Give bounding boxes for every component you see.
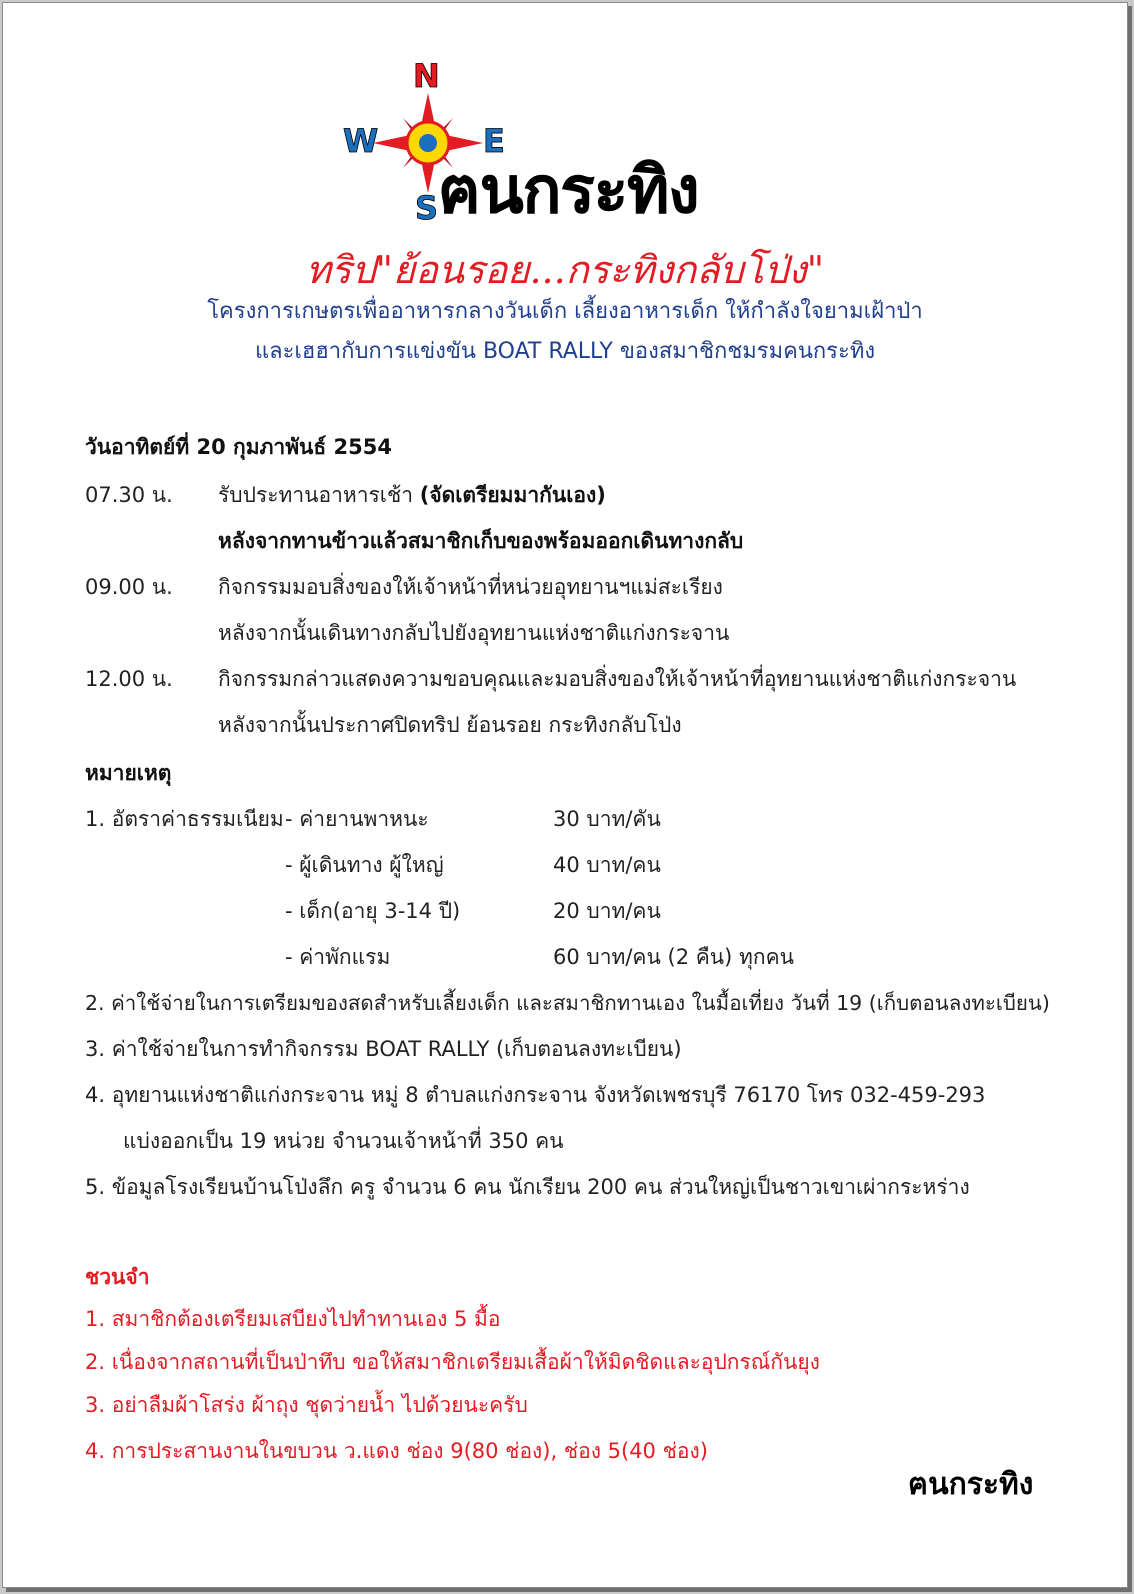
schedule-activity-detail: หลังจากนั้นเดินทางกลับไปยังอุทยานแห่งชาติแก่งกระจาน	[218, 621, 730, 645]
signature: ฅนกระทิง	[908, 1467, 1034, 1502]
schedule-date: วันอาทิตย์ที่ 20 กุมภาพันธ์ 2554	[85, 435, 392, 459]
fee-item: - ค่ายานพาหนะ	[285, 807, 429, 831]
fee-price: 30 บาท/คัน	[553, 807, 661, 831]
schedule-activity-note: (จัดเตรียมมากันเอง)	[419, 483, 606, 507]
reminders-heading: ชวนจำ	[85, 1265, 150, 1289]
note-item-5: 5. ข้อมูลโรงเรียนบ้านโป่งลึก ครู จำนวน 6 คน นักเรียน 200 คน ส่วนใหญ่เป็นชาวเขาเผ่ากระหร่าง	[85, 1175, 970, 1199]
fee-item: - เด็ก(อายุ 3-14 ปี)	[285, 899, 461, 923]
notes-heading: หมายเหตุ	[85, 761, 172, 785]
document-page	[2, 2, 1128, 1588]
compass-n-label: N	[413, 57, 440, 95]
note-item-4-detail: แบ่งออกเป็น 19 หน่วย จำนวนเจ้าหน้าที่ 350 คน	[123, 1129, 564, 1153]
fee-item: - ค่าพักแรม	[285, 945, 391, 969]
schedule-activity-detail: หลังจากทานข้าวแล้วสมาชิกเก็บของพร้อมออกเดินทางกลับ	[218, 529, 744, 553]
schedule-activity-detail: หลังจากนั้นประกาศปิดทริป ย้อนรอย กระทิงกลับโป่ง	[218, 713, 682, 737]
compass-e-label: E	[483, 122, 505, 160]
schedule-time: 09.00 น.	[85, 575, 173, 599]
schedule-activity: กิจกรรมมอบสิ่งของให้เจ้าหน้าที่หน่วยอุทยานฯแม่สะเรียง	[218, 575, 723, 599]
schedule-activity: กิจกรรมกล่าวแสดงความขอบคุณและมอบสิ่งของให้เจ้าหน้าที่อุทยานแห่งชาติแก่งกระจาน	[218, 667, 1017, 691]
compass-w-label: W	[343, 122, 379, 160]
schedule-time: 07.30 น.	[85, 483, 173, 507]
subtitle-line-1: โครงการเกษตรเพื่ออาหารกลางวันเด็ก เลี้ยงอาหารเด็ก ให้กำลังใจยามเฝ้าป่า	[207, 299, 923, 324]
club-logo	[343, 51, 743, 226]
reminder-item: 2. เนื่องจากสถานที่เป็นป่าทึบ ขอให้สมาชิกเตรียมเสื้อผ้าให้มิดชิดและอุปกรณ์กันยุง	[85, 1350, 820, 1374]
note-item-4: 4. อุทยานแห่งชาติแก่งกระจาน หมู่ 8 ตำบลแก่งกระจาน จังหวัดเพชรบุรี 76170 โทร 032-459-293	[85, 1083, 986, 1107]
subtitle-line-2: และเฮฮากับการแข่งขัน BOAT RALLY ของสมาชิกชมรมคนกระทิง	[254, 339, 876, 364]
fee-price: 60 บาท/คน (2 คืน) ทุกคน	[553, 945, 794, 969]
note-item-2: 2. ค่าใช้จ่ายในการเตรียมของสดสำหรับเลี้ยงเด็ก และสมาชิกทานเอง ในมื้อเที่ยง วันที่ 19 (เก็บตอนลงทะเบียน)	[85, 991, 1050, 1015]
schedule-time: 12.00 น.	[85, 667, 173, 691]
reminder-item: 1. สมาชิกต้องเตรียมเสบียงไปทำทานเอง 5 มื้อ	[85, 1307, 501, 1331]
fee-item: - ผู้เดินทาง ผู้ใหญ่	[285, 853, 444, 877]
compass-s-label: S	[415, 189, 439, 226]
logo-club-name: ฅนกระทิง	[438, 154, 699, 228]
fee-label: 1. อัตราค่าธรรมเนียม	[85, 807, 284, 831]
reminder-item: 3. อย่าลืมผ้าโสร่ง ผ้าถุง ชุดว่ายน้ำ ไปด้วยนะครับ	[85, 1393, 528, 1417]
schedule-activity: รับประทานอาหารเช้า (จัดเตรียมมากันเอง)	[218, 483, 606, 507]
trip-title: ทริป"ย้อนรอย...กระทิงกลับโป่ง"	[305, 248, 825, 292]
fee-price: 20 บาท/คน	[553, 899, 661, 923]
fee-price: 40 บาท/คน	[553, 853, 661, 877]
note-item-3: 3. ค่าใช้จ่ายในการทำกิจกรรม BOAT RALLY (เก็บตอนลงทะเบียน)	[85, 1037, 682, 1061]
reminder-item: 4. การประสานงานในขบวน ว.แดง ช่อง 9(80 ช่อง), ช่อง 5(40 ช่อง)	[85, 1439, 708, 1463]
